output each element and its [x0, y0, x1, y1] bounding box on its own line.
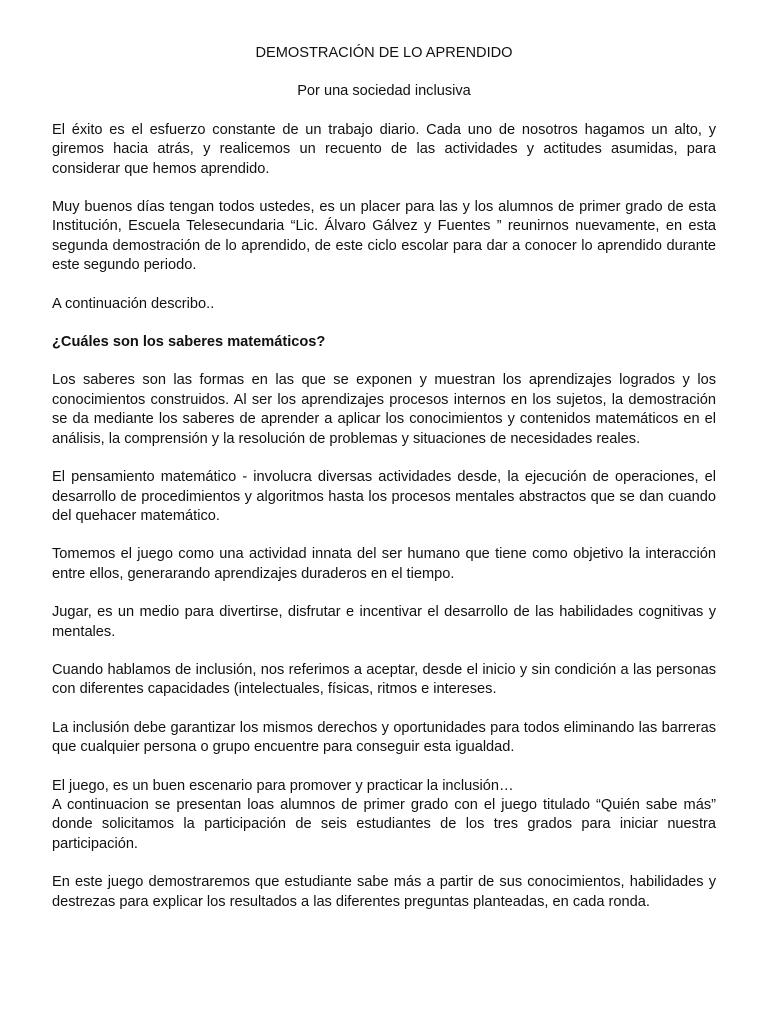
paragraph-intro: El éxito es el esfuerzo constante de un trabajo diario. Cada uno de nosotros hagamos un alto, y giremos hacia atrás, y realicemos un recuento de las actividades y actitudes asumidas, para considerar que hemos aprendido.	[52, 121, 716, 177]
paragraph-greeting: Muy buenos días tengan todos ustedes, es un placer para las y los alumnos de primer grado de esta Institución, Escuela Telesecundaria “Lic. Álvaro Gálvez y Fuentes ” reunirnos nuevamente, en esta segunda demostración de lo aprendido, de este ciclo escolar para dar a conocer lo aprendido durante este segundo periodo.	[52, 199, 716, 274]
document-page	[52, 44, 716, 912]
paragraph-inclusion: Cuando hablamos de inclusión, nos referimos a aceptar, desde el inicio y sin condición a las personas con diferentes capacidades (intelectuales, físicas, ritmos e intereses.	[52, 661, 716, 698]
paragraph-juego: Tomemos el juego como una actividad innata del ser humano que tiene como objetivo la interacción entre ellos, generarando aprendizajes duraderos en el tiempo.	[52, 546, 716, 582]
paragraph-derechos: La inclusión debe garantizar los mismos derechos y oportunidades para todos eliminando las barreras que cualquier persona o grupo encuentre para conseguir esta igualdad.	[52, 719, 716, 756]
paragraph-escenario: El juego, es un buen escenario para promover y practicar la inclusión…	[52, 777, 514, 794]
document-subtitle: Por una sociedad inclusiva	[297, 83, 471, 100]
paragraph-presentacion: A continuacion se presentan loas alumnos de primer grado con el juego titulado “Quién sabe más” donde solicitamos la participación de seis estudiantes de los tres grados para iniciar nuestra participación.	[52, 796, 716, 852]
document-title: DEMOSTRACIÓN DE LO APRENDIDO	[255, 45, 513, 61]
paragraph-jugar: Jugar, es un medio para divertirse, disfrutar e incentivar el desarrollo de las habilidades cognitivas y mentales.	[52, 604, 716, 640]
paragraph-continuation: A continuación describo..	[52, 295, 215, 312]
paragraph-saberes: Los saberes son las formas en las que se exponen y muestran los aprendizajes logrados y los conocimientos construidos. Al ser los aprendizajes procesos internos en los sujetos, la demostración se da mediante los saberes de aprender a aplicar los conocimientos y contenidos matemáticos en el análisis, la comprensión y la resolución de problemas y situaciones de necesidades reales.	[52, 372, 716, 447]
paragraph-conclusion: En este juego demostraremos que estudiante sabe más a partir de sus conocimientos, habilidades y destrezas para explicar los resultados a las diferentes preguntas planteadas, en cada ronda.	[52, 874, 716, 910]
section-heading: ¿Cuáles son los saberes matemáticos?	[52, 334, 326, 351]
paragraph-pensamiento: El pensamiento matemático - involucra diversas actividades desde, la ejecución de operaciones, el desarrollo de procedimientos y algoritmos hasta los procesos mentales abstractos que se dan cuando del quehacer matemático.	[52, 469, 716, 524]
